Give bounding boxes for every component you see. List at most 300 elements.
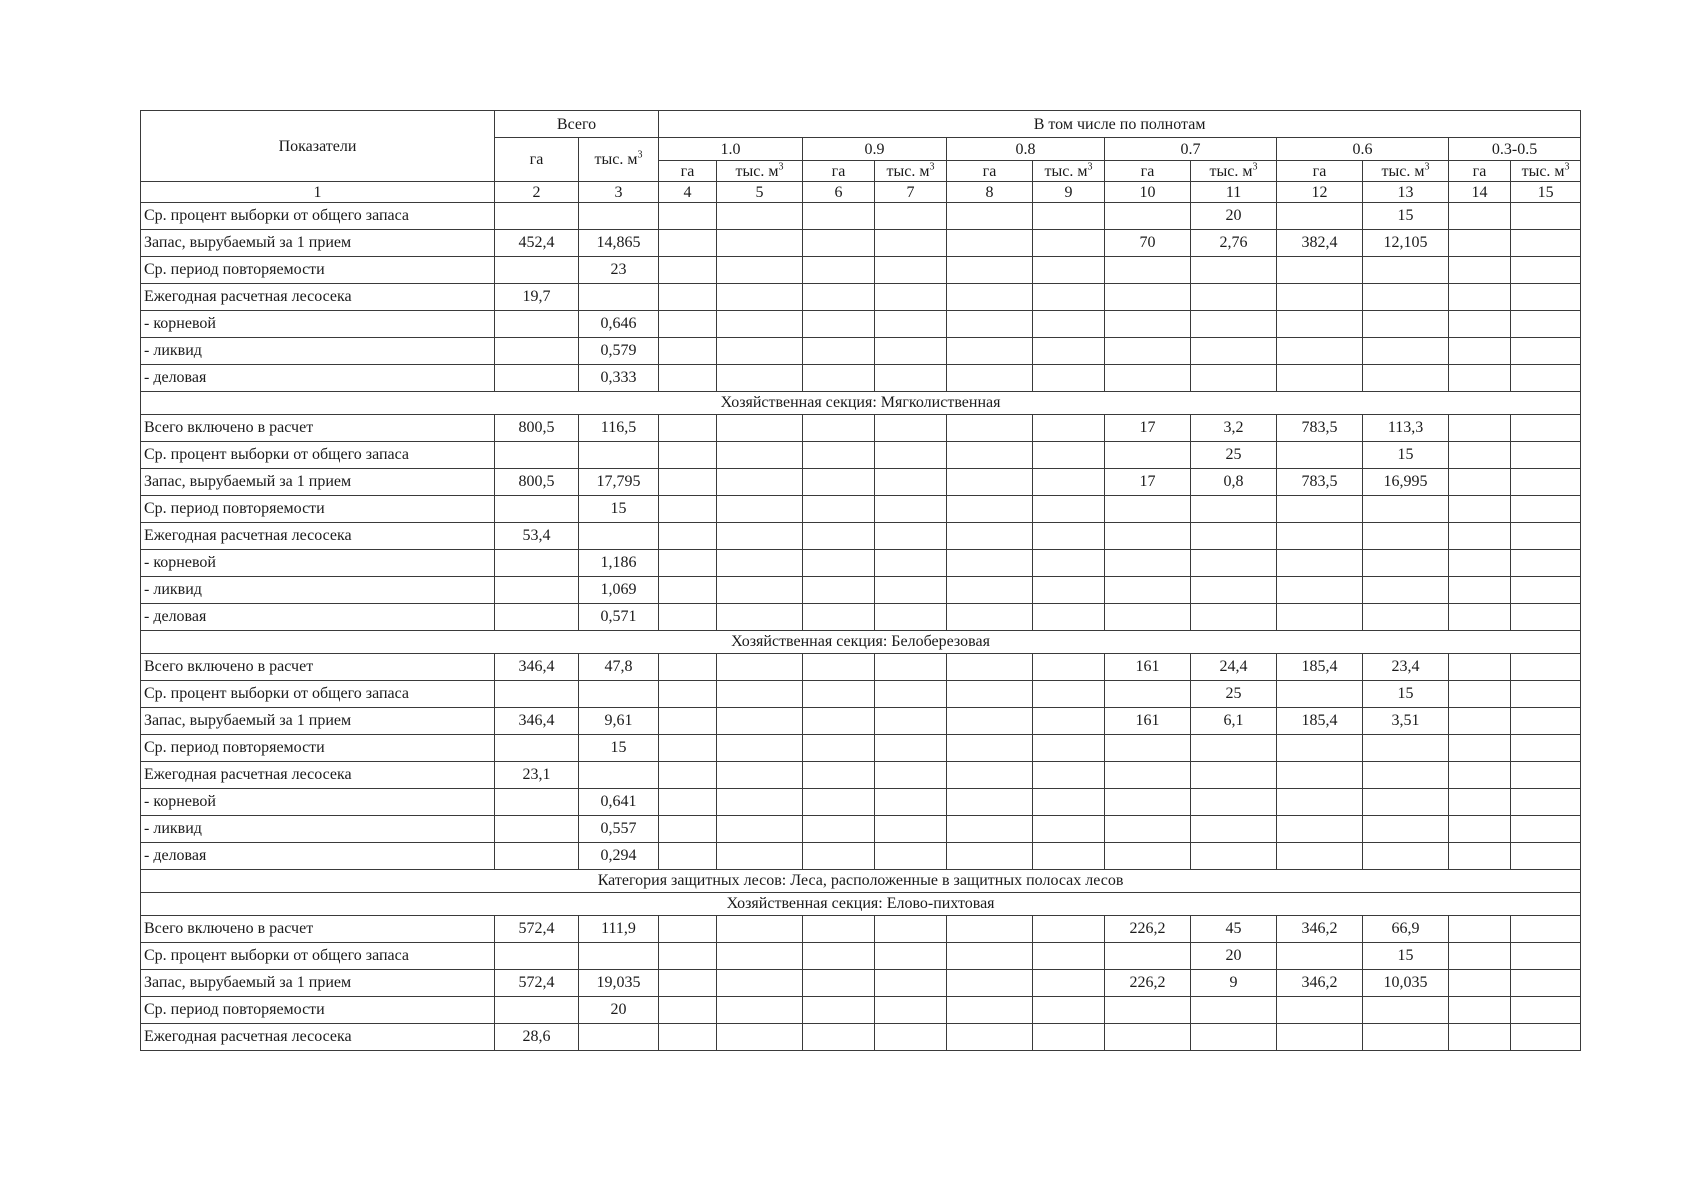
table-cell: 20	[1191, 203, 1277, 230]
table-cell	[1105, 789, 1191, 816]
section-heading: Хозяйственная секция: Белоберезовая	[141, 631, 1581, 654]
section-heading-row	[141, 870, 1581, 893]
table-cell	[1449, 943, 1511, 970]
table-cell	[495, 735, 579, 762]
table-cell	[717, 816, 803, 843]
table-cell	[1033, 997, 1105, 1024]
table-cell	[1277, 843, 1363, 870]
table-row	[141, 1024, 1581, 1051]
table-cell	[947, 577, 1033, 604]
table-cell	[1277, 523, 1363, 550]
table-cell: 185,4	[1277, 654, 1363, 681]
table-cell	[717, 311, 803, 338]
table-cell	[717, 997, 803, 1024]
table-cell	[875, 338, 947, 365]
table-cell	[1511, 338, 1581, 365]
row-label: - деловая	[141, 604, 495, 631]
table-cell	[717, 789, 803, 816]
table-cell	[947, 654, 1033, 681]
row-label: Ср. процент выборки от общего запаса	[141, 442, 495, 469]
table-cell	[875, 257, 947, 284]
table-cell	[947, 604, 1033, 631]
table-row	[141, 789, 1581, 816]
row-label: Ср. процент выборки от общего запаса	[141, 681, 495, 708]
table-cell: 783,5	[1277, 415, 1363, 442]
table-cell	[659, 943, 717, 970]
table-cell	[803, 365, 875, 392]
table-cell	[659, 496, 717, 523]
table-row	[141, 577, 1581, 604]
table-cell	[947, 789, 1033, 816]
table-row	[141, 442, 1581, 469]
table-cell	[875, 469, 947, 496]
table-cell	[875, 311, 947, 338]
table-cell	[803, 496, 875, 523]
table-cell	[875, 365, 947, 392]
row-label: Ср. период повторяемости	[141, 735, 495, 762]
header-total-ha: га	[495, 138, 579, 182]
table-cell	[1511, 365, 1581, 392]
table-cell	[1105, 843, 1191, 870]
table-cell	[1363, 550, 1449, 577]
table-cell	[717, 523, 803, 550]
section-heading: Хозяйственная секция: Мягколиственная	[141, 392, 1581, 415]
header-total: Всего	[495, 111, 659, 138]
table-cell	[1277, 284, 1363, 311]
table-cell	[1033, 338, 1105, 365]
table-body	[141, 203, 1581, 1051]
table-cell	[875, 442, 947, 469]
table-cell	[659, 311, 717, 338]
table-cell: 0,646	[579, 311, 659, 338]
table-cell: 20	[579, 997, 659, 1024]
table-cell	[1191, 604, 1277, 631]
table-cell	[1277, 365, 1363, 392]
row-label: - ликвид	[141, 816, 495, 843]
table-cell	[659, 762, 717, 789]
table-cell	[1105, 284, 1191, 311]
table-cell: 16,995	[1363, 469, 1449, 496]
table-row	[141, 338, 1581, 365]
section-heading-row	[141, 392, 1581, 415]
table-cell: 185,4	[1277, 708, 1363, 735]
table-cell	[495, 257, 579, 284]
table-cell: 19,035	[579, 970, 659, 997]
header-unit-ha: га	[1449, 161, 1511, 182]
table-cell	[717, 604, 803, 631]
table-cell	[1511, 550, 1581, 577]
table-cell	[717, 708, 803, 735]
table-cell	[1191, 577, 1277, 604]
table-row	[141, 365, 1581, 392]
table-cell	[579, 762, 659, 789]
table-row	[141, 708, 1581, 735]
table-cell: 15	[1363, 203, 1449, 230]
table-cell	[1191, 311, 1277, 338]
table-cell	[875, 604, 947, 631]
table-cell: 23,1	[495, 762, 579, 789]
table-cell	[495, 496, 579, 523]
table-cell	[1033, 708, 1105, 735]
table-cell	[947, 681, 1033, 708]
table-cell	[1191, 496, 1277, 523]
table-cell	[1449, 681, 1511, 708]
table-cell	[875, 284, 947, 311]
table-cell	[803, 816, 875, 843]
table-cell: 15	[1363, 442, 1449, 469]
table-cell: 113,3	[1363, 415, 1449, 442]
table-cell	[1105, 338, 1191, 365]
table-row	[141, 550, 1581, 577]
row-label: Ежегодная расчетная лесосека	[141, 523, 495, 550]
table-cell	[1105, 311, 1191, 338]
table-cell	[1033, 843, 1105, 870]
table-cell	[1363, 496, 1449, 523]
table-cell	[1363, 577, 1449, 604]
table-cell	[1363, 523, 1449, 550]
table-cell	[1191, 762, 1277, 789]
table-cell	[875, 916, 947, 943]
table-row	[141, 997, 1581, 1024]
table-cell	[659, 843, 717, 870]
table-cell	[1105, 943, 1191, 970]
row-label: - корневой	[141, 311, 495, 338]
table-cell	[1033, 681, 1105, 708]
table-cell: 10,035	[1363, 970, 1449, 997]
table-cell	[1105, 997, 1191, 1024]
table-cell	[875, 997, 947, 1024]
column-number: 10	[1105, 182, 1191, 203]
forest-table-page	[140, 110, 1581, 1051]
table-cell	[875, 681, 947, 708]
table-cell: 70	[1105, 230, 1191, 257]
table-cell	[1449, 654, 1511, 681]
header-unit-ha: га	[1277, 161, 1363, 182]
table-cell	[717, 496, 803, 523]
table-cell: 346,2	[1277, 970, 1363, 997]
table-cell	[875, 523, 947, 550]
table-cell	[1363, 311, 1449, 338]
column-number: 9	[1033, 182, 1105, 203]
table-cell	[1511, 789, 1581, 816]
table-cell	[1277, 735, 1363, 762]
table-cell	[579, 943, 659, 970]
table-cell	[1277, 550, 1363, 577]
table-cell	[1105, 735, 1191, 762]
table-cell: 572,4	[495, 970, 579, 997]
table-cell	[1449, 708, 1511, 735]
table-cell	[717, 762, 803, 789]
table-cell: 24,4	[1191, 654, 1277, 681]
table-cell	[717, 843, 803, 870]
table-cell	[717, 970, 803, 997]
table-cell	[1105, 523, 1191, 550]
row-label: Ср. период повторяемости	[141, 257, 495, 284]
table-cell: 783,5	[1277, 469, 1363, 496]
table-cell	[947, 469, 1033, 496]
table-cell	[1511, 257, 1581, 284]
table-cell: 0,294	[579, 843, 659, 870]
row-label: Всего включено в расчет	[141, 916, 495, 943]
header-density-0-9: 0.9	[803, 138, 947, 161]
table-cell	[717, 415, 803, 442]
table-cell	[803, 230, 875, 257]
table-cell	[659, 577, 717, 604]
header-unit-volume: тыс. $м^3$	[1191, 161, 1277, 182]
table-cell	[875, 203, 947, 230]
column-number: 5	[717, 182, 803, 203]
table-cell	[659, 681, 717, 708]
table-cell	[1511, 284, 1581, 311]
table-cell	[1277, 1024, 1363, 1051]
table-cell: 15	[1363, 943, 1449, 970]
table-cell	[1449, 577, 1511, 604]
table-cell	[717, 284, 803, 311]
table-row	[141, 816, 1581, 843]
row-label: Запас, вырубаемый за 1 прием	[141, 469, 495, 496]
table-cell	[875, 708, 947, 735]
table-cell	[659, 789, 717, 816]
table-cell	[1449, 762, 1511, 789]
table-cell	[803, 550, 875, 577]
table-cell	[1033, 230, 1105, 257]
table-cell	[803, 943, 875, 970]
table-cell	[717, 735, 803, 762]
table-cell	[947, 916, 1033, 943]
table-cell	[947, 735, 1033, 762]
table-cell: 6,1	[1191, 708, 1277, 735]
table-cell	[1449, 311, 1511, 338]
table-cell	[875, 762, 947, 789]
table-cell	[1511, 496, 1581, 523]
table-cell	[717, 916, 803, 943]
table-cell	[875, 970, 947, 997]
table-cell	[803, 1024, 875, 1051]
table-cell	[659, 284, 717, 311]
row-label: Запас, вырубаемый за 1 прием	[141, 230, 495, 257]
table-cell: 1,069	[579, 577, 659, 604]
header-unit-ha: га	[1105, 161, 1191, 182]
table-cell	[1105, 1024, 1191, 1051]
table-cell	[1105, 203, 1191, 230]
table-cell	[1033, 789, 1105, 816]
table-cell	[875, 843, 947, 870]
table-cell	[1363, 762, 1449, 789]
column-number: 4	[659, 182, 717, 203]
table-cell: 2,76	[1191, 230, 1277, 257]
table-cell	[1277, 311, 1363, 338]
table-cell	[1363, 604, 1449, 631]
table-cell	[1191, 816, 1277, 843]
table-cell	[1363, 257, 1449, 284]
table-cell	[495, 943, 579, 970]
row-label: - корневой	[141, 550, 495, 577]
table-cell	[659, 654, 717, 681]
table-cell	[1511, 681, 1581, 708]
table-cell	[1363, 816, 1449, 843]
table-cell	[1105, 496, 1191, 523]
table-cell	[1449, 789, 1511, 816]
header-indicators: Показатели	[141, 111, 495, 182]
table-cell	[803, 681, 875, 708]
table-cell	[803, 203, 875, 230]
table-cell	[1033, 415, 1105, 442]
table-cell	[1449, 604, 1511, 631]
table-cell: 15	[1363, 681, 1449, 708]
header-density-0-6: 0.6	[1277, 138, 1449, 161]
table-cell: 3,51	[1363, 708, 1449, 735]
table-cell	[1277, 816, 1363, 843]
table-cell	[1033, 735, 1105, 762]
table-cell	[947, 762, 1033, 789]
table-cell	[659, 735, 717, 762]
table-cell	[803, 523, 875, 550]
column-number: 8	[947, 182, 1033, 203]
table-cell	[1191, 284, 1277, 311]
table-cell	[1511, 816, 1581, 843]
table-cell	[1449, 735, 1511, 762]
table-cell	[495, 604, 579, 631]
table-cell	[947, 843, 1033, 870]
row-label: - ликвид	[141, 338, 495, 365]
table-cell	[1511, 997, 1581, 1024]
table-cell	[717, 577, 803, 604]
table-cell	[875, 415, 947, 442]
table-cell	[1511, 970, 1581, 997]
header-unit-ha: га	[803, 161, 875, 182]
table-cell: 53,4	[495, 523, 579, 550]
table-cell	[1449, 496, 1511, 523]
table-cell: 45	[1191, 916, 1277, 943]
table-cell	[803, 789, 875, 816]
table-cell	[1449, 415, 1511, 442]
table-cell	[1033, 816, 1105, 843]
table-row	[141, 735, 1581, 762]
table-cell	[1277, 997, 1363, 1024]
table-cell: 17	[1105, 469, 1191, 496]
section-heading: Категория защитных лесов: Леса, расположенные в защитных полосах лесов	[141, 870, 1581, 893]
column-number: 12	[1277, 182, 1363, 203]
header-density-0-3-0-5: 0.3-0.5	[1449, 138, 1581, 161]
column-number: 3	[579, 182, 659, 203]
table-cell	[1033, 442, 1105, 469]
table-cell	[659, 604, 717, 631]
row-label: Ежегодная расчетная лесосека	[141, 1024, 495, 1051]
table-cell	[1033, 1024, 1105, 1051]
table-cell: 25	[1191, 681, 1277, 708]
header-density-0-8: 0.8	[947, 138, 1105, 161]
table-cell	[495, 681, 579, 708]
table-cell: 800,5	[495, 469, 579, 496]
table-cell	[1105, 257, 1191, 284]
table-cell	[1105, 577, 1191, 604]
table-cell	[717, 681, 803, 708]
table-cell	[495, 550, 579, 577]
table-cell	[1511, 843, 1581, 870]
table-cell	[947, 550, 1033, 577]
table-cell	[1277, 604, 1363, 631]
column-number: 11	[1191, 182, 1277, 203]
table-cell	[495, 997, 579, 1024]
table-cell	[1511, 230, 1581, 257]
section-heading-row	[141, 631, 1581, 654]
table-cell	[659, 997, 717, 1024]
table-cell	[1277, 338, 1363, 365]
table-cell	[1511, 735, 1581, 762]
table-cell	[803, 916, 875, 943]
table-cell	[803, 970, 875, 997]
table-cell	[1277, 496, 1363, 523]
table-cell	[803, 577, 875, 604]
table-cell	[947, 415, 1033, 442]
table-cell	[1191, 338, 1277, 365]
table-cell	[1191, 997, 1277, 1024]
table-cell: 0,557	[579, 816, 659, 843]
table-cell	[1191, 843, 1277, 870]
row-label: Ср. период повторяемости	[141, 997, 495, 1024]
header-density-0-7: 0.7	[1105, 138, 1277, 161]
table-cell	[1363, 365, 1449, 392]
header-unit-volume: тыс. $м^3$	[1363, 161, 1449, 182]
row-label: Запас, вырубаемый за 1 прием	[141, 708, 495, 735]
table-cell	[1033, 203, 1105, 230]
table-cell	[1511, 415, 1581, 442]
table-cell	[875, 943, 947, 970]
table-cell: 161	[1105, 654, 1191, 681]
table-cell: 19,7	[495, 284, 579, 311]
table-cell	[659, 916, 717, 943]
table-cell	[1449, 365, 1511, 392]
table-cell	[1511, 311, 1581, 338]
table-cell	[1511, 523, 1581, 550]
table-cell: 0,333	[579, 365, 659, 392]
table-cell: 47,8	[579, 654, 659, 681]
table-cell	[1033, 257, 1105, 284]
table-cell	[803, 442, 875, 469]
table-cell: 9,61	[579, 708, 659, 735]
table-cell	[1033, 523, 1105, 550]
table-cell	[1277, 681, 1363, 708]
table-cell: 15	[579, 496, 659, 523]
table-cell	[579, 203, 659, 230]
table-cell: 3,2	[1191, 415, 1277, 442]
row-label: Ср. процент выборки от общего запаса	[141, 943, 495, 970]
table-cell: 0,571	[579, 604, 659, 631]
table-cell	[1033, 654, 1105, 681]
table-cell	[1105, 550, 1191, 577]
table-cell: 161	[1105, 708, 1191, 735]
table-cell	[1363, 843, 1449, 870]
table-cell	[659, 708, 717, 735]
forest-allowable-cut-table	[140, 110, 1581, 1051]
table-row	[141, 284, 1581, 311]
table-cell	[1191, 523, 1277, 550]
table-cell	[495, 338, 579, 365]
table-cell: 17,795	[579, 469, 659, 496]
table-cell	[1449, 1024, 1511, 1051]
table-cell	[1511, 916, 1581, 943]
table-cell	[1363, 997, 1449, 1024]
table-cell	[1105, 442, 1191, 469]
table-cell	[803, 257, 875, 284]
table-cell	[1511, 203, 1581, 230]
table-cell	[495, 843, 579, 870]
table-cell	[495, 365, 579, 392]
table-cell	[875, 230, 947, 257]
table-cell	[717, 338, 803, 365]
table-cell	[659, 338, 717, 365]
table-cell	[1511, 442, 1581, 469]
